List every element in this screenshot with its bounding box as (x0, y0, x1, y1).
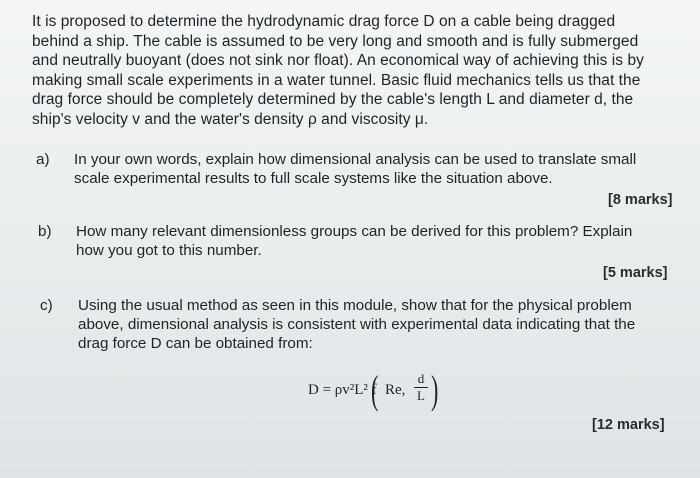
left-parenthesis: ( (370, 367, 379, 412)
question-letter: b) (38, 223, 52, 240)
intro-line: and neutrally buoyant (does not sink nor float). An economical way of achieving this is by (32, 52, 644, 69)
fraction-numerator: d (417, 371, 425, 386)
question-line: How many relevant dimensionless groups can be derived for this problem? Explain (76, 223, 633, 240)
intro-line: ship's velocity v and the water's density ρ and viscosity μ. (32, 110, 429, 128)
question-line: In your own words, explain how dimensional analysis can be used to translate small (74, 151, 637, 168)
question-line: above, dimensional analysis is consistent with experimental data indicating that the (78, 316, 636, 333)
marks-label-a: [8 marks] (608, 192, 673, 208)
question-line: how you got to this number. (76, 242, 262, 259)
question-line: drag force D can be obtained from: (78, 335, 313, 352)
problem-statement (32, 12, 672, 129)
marks-label-b: [5 marks] (603, 265, 668, 281)
formula-lhs: D = ρv²L² f (308, 382, 377, 398)
formula-reynolds: Re, (385, 382, 406, 398)
intro-line: behind a ship. The cable is assumed to be very long and smooth and is fully submerged (32, 32, 639, 50)
marks-label-c: [12 marks] (592, 417, 665, 433)
intro-line: making small scale experiments in a water tunnel. Basic fluid mechanics tells us that the (32, 71, 641, 89)
question-line: Using the usual method as seen in this module, show that for the physical problem (78, 297, 632, 314)
question-letter: c) (40, 297, 53, 314)
intro-line: It is proposed to determine the hydrodynamic drag force D on a cable being dragged (32, 13, 616, 30)
question-letter: a) (36, 151, 50, 168)
intro-line: drag force should be completely determined by the cable's length L and diameter d, the (32, 91, 634, 108)
question-line: scale experimental results to full scale systems like the situation above. (74, 170, 553, 187)
fraction-denominator: L (417, 388, 425, 403)
right-parenthesis: ) (430, 367, 439, 412)
formula-fraction (414, 372, 428, 403)
